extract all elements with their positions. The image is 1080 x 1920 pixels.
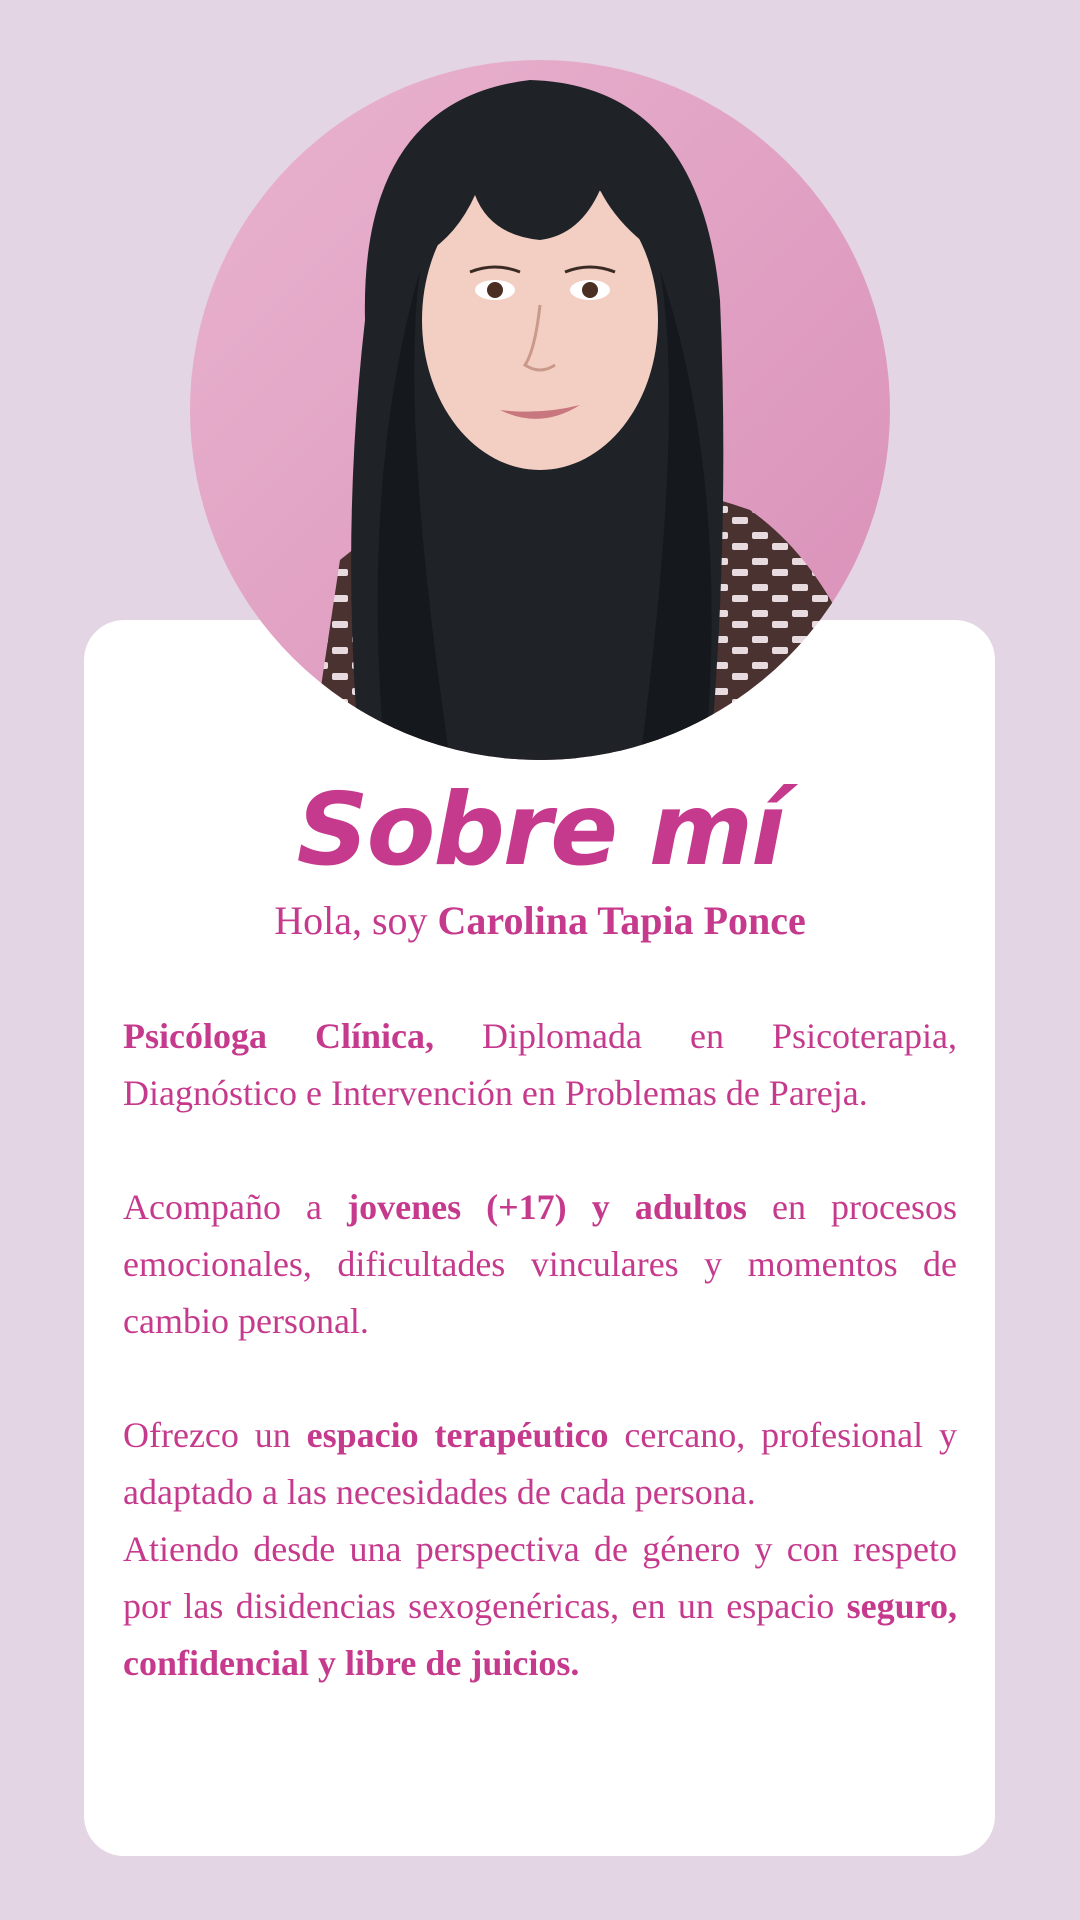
paragraph-offer: [123, 1407, 957, 1521]
approach-text: Atiendo desde una perspectiva de género y con respeto por las disidencias sexogenéricas, en un espacio: [123, 1529, 957, 1626]
credentials-text: Diplomada en Psicoterapia, Diagnóstico e Intervención en Problemas de Pareja.: [123, 1016, 957, 1113]
approach-bold: seguro, confidencial y libre de juicios.: [123, 1586, 957, 1683]
greeting-prefix: Hola, soy: [274, 898, 438, 943]
page-title: Sobre mí: [296, 771, 784, 888]
profile-photo: [190, 60, 890, 760]
audience-text-1: Acompaño a: [123, 1187, 348, 1227]
paragraph-audience: [123, 1179, 957, 1350]
offer-text-2: cercano, profesional y adaptado a las necesidades de cada persona.: [123, 1415, 957, 1512]
audience-text-2: en procesos emocionales, dificultades vinculares y momentos de cambio personal.: [123, 1187, 957, 1341]
paragraph-approach: [123, 1521, 957, 1692]
portrait-illustration: [190, 60, 890, 760]
offer-text-1: Ofrezco un: [123, 1415, 307, 1455]
about-text: [123, 1008, 957, 1692]
greeting: [0, 896, 1080, 946]
offer-bold: espacio terapéutico: [306, 1415, 609, 1455]
therapist-name: Carolina Tapia Ponce: [437, 898, 806, 943]
audience-bold: jovenes (+17) y adultos: [347, 1187, 747, 1227]
paragraph-credentials: [123, 1008, 957, 1122]
credentials-bold: Psicóloga Clínica,: [123, 1016, 435, 1056]
